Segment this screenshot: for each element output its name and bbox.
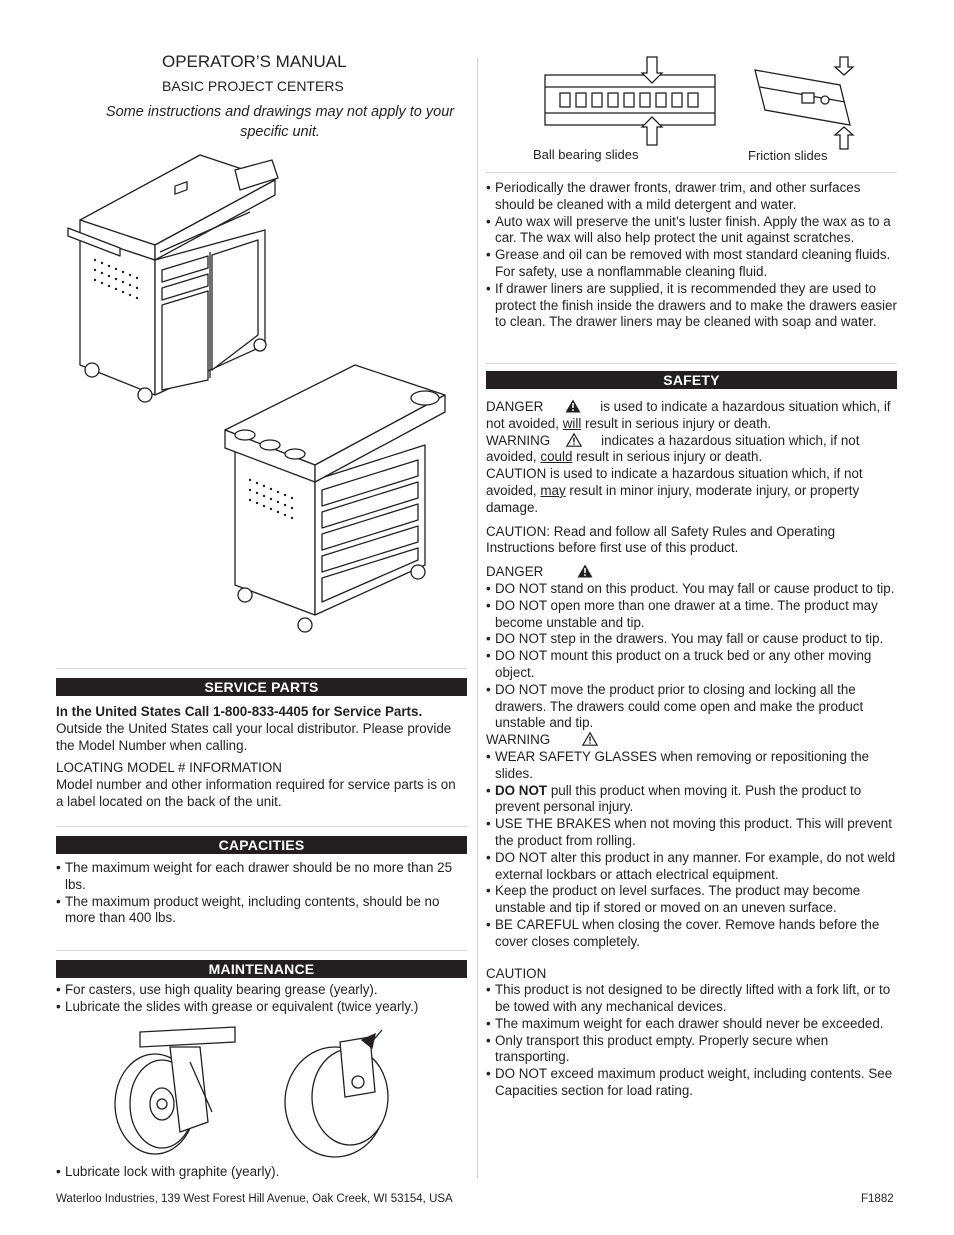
caution-definition-end: result in minor injury, moderate injury, or property damage. <box>486 482 860 515</box>
danger-list <box>486 581 898 732</box>
pull-bold: DO NOT <box>495 782 548 798</box>
safety-heading: SAFETY <box>486 371 897 389</box>
danger-definition <box>486 399 898 433</box>
caster-illustration <box>100 1022 410 1162</box>
applicability-note: Some instructions and drawings may not apply to your specific unit. <box>105 104 455 140</box>
warning-could: could <box>540 449 573 465</box>
caution-label: CAUTION <box>486 965 547 981</box>
list-item <box>486 783 898 817</box>
swivel-caster-drawing <box>115 1027 235 1154</box>
divider <box>56 950 467 951</box>
locating-heading: LOCATING MODEL # INFORMATION <box>56 760 282 776</box>
page-title: OPERATOR’S MANUAL <box>162 52 347 71</box>
service-parts-heading: SERVICE PARTS <box>56 678 467 696</box>
lock-lubrication-list <box>56 1164 466 1181</box>
danger-definition-text: is used to indicate a hazardous situation which, if not avoided, <box>486 399 891 431</box>
list-item: • DO NOT alter this product in any manner. For example, do not weld external lockbars or attach electrical equipment. <box>486 850 898 884</box>
danger-word: DANGER <box>486 399 544 414</box>
list-item: • Lubricate lock with graphite (yearly). <box>56 1164 466 1181</box>
list-item: • Auto wax will preserve the unit’s luster finish. Apply the wax as to a car. The wax will also help protect the unit against scratches. <box>486 214 898 248</box>
list-item: • Lubricate the slides with grease or equivalent (twice yearly.) <box>56 999 466 1016</box>
list-item: • DO NOT step in the drawers. You may fall or cause product to tip. <box>486 631 898 648</box>
list-item: • USE THE BRAKES when not moving this product. This will prevent the product from rolling. <box>486 816 898 850</box>
warning-icon <box>566 433 582 447</box>
divider <box>486 172 897 173</box>
warning-definition-text: indicates a hazardous situation which, if not avoided, <box>486 432 860 465</box>
warning-icon <box>582 732 598 746</box>
safety-definitions <box>486 399 898 1100</box>
warning-list <box>486 749 898 951</box>
rigid-caster-drawing <box>285 1030 388 1157</box>
list-item: • DO NOT move the product prior to closing and locking all the drawers. The drawers could come open and make the product unstable and tip. <box>486 682 898 732</box>
footer-address: Waterloo Industries, 139 West Forest Hill Avenue, Oak Creek, WI 53154, USA <box>56 1193 453 1205</box>
list-item: • DO NOT exceed maximum product weight, including contents. See Capacities section for load rating. <box>486 1066 898 1100</box>
divider <box>56 826 467 827</box>
danger-definition-end: result in serious injury or death. <box>585 415 772 431</box>
list-item: • DO NOT open more than one drawer at a time. The product may become unstable and tip. <box>486 598 898 632</box>
list-item: • Keep the product on level surfaces. The product may become unstable and tip if stored or moved on an uneven surface. <box>486 883 898 917</box>
list-item: • Only transport this product empty. Properly secure when transporting. <box>486 1033 898 1067</box>
locating-text: Model number and other information required for service parts is on a label located on the back of the unit. <box>56 777 456 809</box>
list-item: • Periodically the drawer fronts, drawer trim, and other surfaces should be cleaned with a mild detergent and water. <box>486 180 898 214</box>
caution-definition-text: CAUTION is used to indicate a hazardous situation which, if not avoided, <box>486 466 863 498</box>
danger-label-row <box>486 564 898 581</box>
list-item: • DO NOT stand on this product. You may fall or cause product to tip. <box>486 581 898 598</box>
list-item: • For casters, use high quality bearing grease (yearly). <box>56 982 466 999</box>
list-item: • DO NOT mount this product on a truck bed or any other moving object. <box>486 648 898 682</box>
capacities-heading: CAPACITIES <box>56 836 467 854</box>
caution-list <box>486 982 898 1100</box>
warning-word: WARNING <box>486 432 551 448</box>
list-item: • BE CAREFUL when closing the cover. Remove hands before the cover closes completely. <box>486 917 898 951</box>
maintenance-heading: MAINTENANCE <box>56 960 467 978</box>
danger-icon <box>577 564 593 578</box>
service-parts-section <box>56 704 466 811</box>
caution-may: may <box>540 482 566 498</box>
danger-will: will <box>562 415 582 431</box>
read-rules-caution: CAUTION: Read and follow all Safety Rules and Operating Instructions before first use of this product. <box>486 523 836 556</box>
friction-caption: Friction slides <box>748 148 828 163</box>
project-center-illustration <box>60 140 480 640</box>
divider <box>486 363 897 364</box>
footer-code: F1882 <box>861 1193 894 1205</box>
warning-definition <box>486 433 898 467</box>
pull-rest: pull this product when moving it. Push the product to prevent personal injury. <box>495 782 862 815</box>
list-item: • If drawer liners are supplied, it is recommended they are used to protect the finish inside the drawers and to make the drawers easier to clean. The drawer liners may be cleaned with soap and water. <box>486 281 898 331</box>
list-item: • This product is not designed to be directly lifted with a fork lift, or to be towed with any mechanical devices. <box>486 982 898 1016</box>
cleaning-list <box>486 180 898 331</box>
ball-bearing-slide-drawing <box>545 57 715 145</box>
service-phone-line: In the United States Call 1-800-833-4405 for Service Parts. <box>56 704 423 719</box>
danger-icon <box>565 399 581 413</box>
capacities-list <box>56 860 466 927</box>
list-item: • Grease and oil can be removed with most standard cleaning fluids. For safety, use a nonflammable cleaning fluid. <box>486 247 898 281</box>
caution-definition <box>486 466 898 516</box>
warning-label-row <box>486 732 898 749</box>
list-item: • WEAR SAFETY GLASSES when removing or repositioning the slides. <box>486 749 898 783</box>
danger-label: DANGER <box>486 564 544 580</box>
service-outside-us: Outside the United States call your local distributor. Please provide the Model Number when calling. <box>56 720 452 753</box>
maintenance-list <box>56 982 466 1016</box>
cart-five-drawer-drawing <box>225 365 445 632</box>
list-item: • The maximum weight for each drawer should never be exceeded. <box>486 1016 898 1033</box>
ball-bearing-caption: Ball bearing slides <box>533 147 639 162</box>
list-item: • The maximum product weight, including contents, should be no more than 400 lbs. <box>56 894 466 928</box>
slides-illustration <box>540 55 880 150</box>
page-subtitle: BASIC PROJECT CENTERS <box>162 78 344 94</box>
list-item: • The maximum weight for each drawer should be no more than 25 lbs. <box>56 860 466 894</box>
warning-definition-end: result in serious injury or death. <box>576 449 763 465</box>
cart-two-door-drawing <box>68 155 278 402</box>
friction-slide-drawing <box>755 57 853 149</box>
divider <box>56 668 467 669</box>
warning-label: WARNING <box>486 732 551 748</box>
